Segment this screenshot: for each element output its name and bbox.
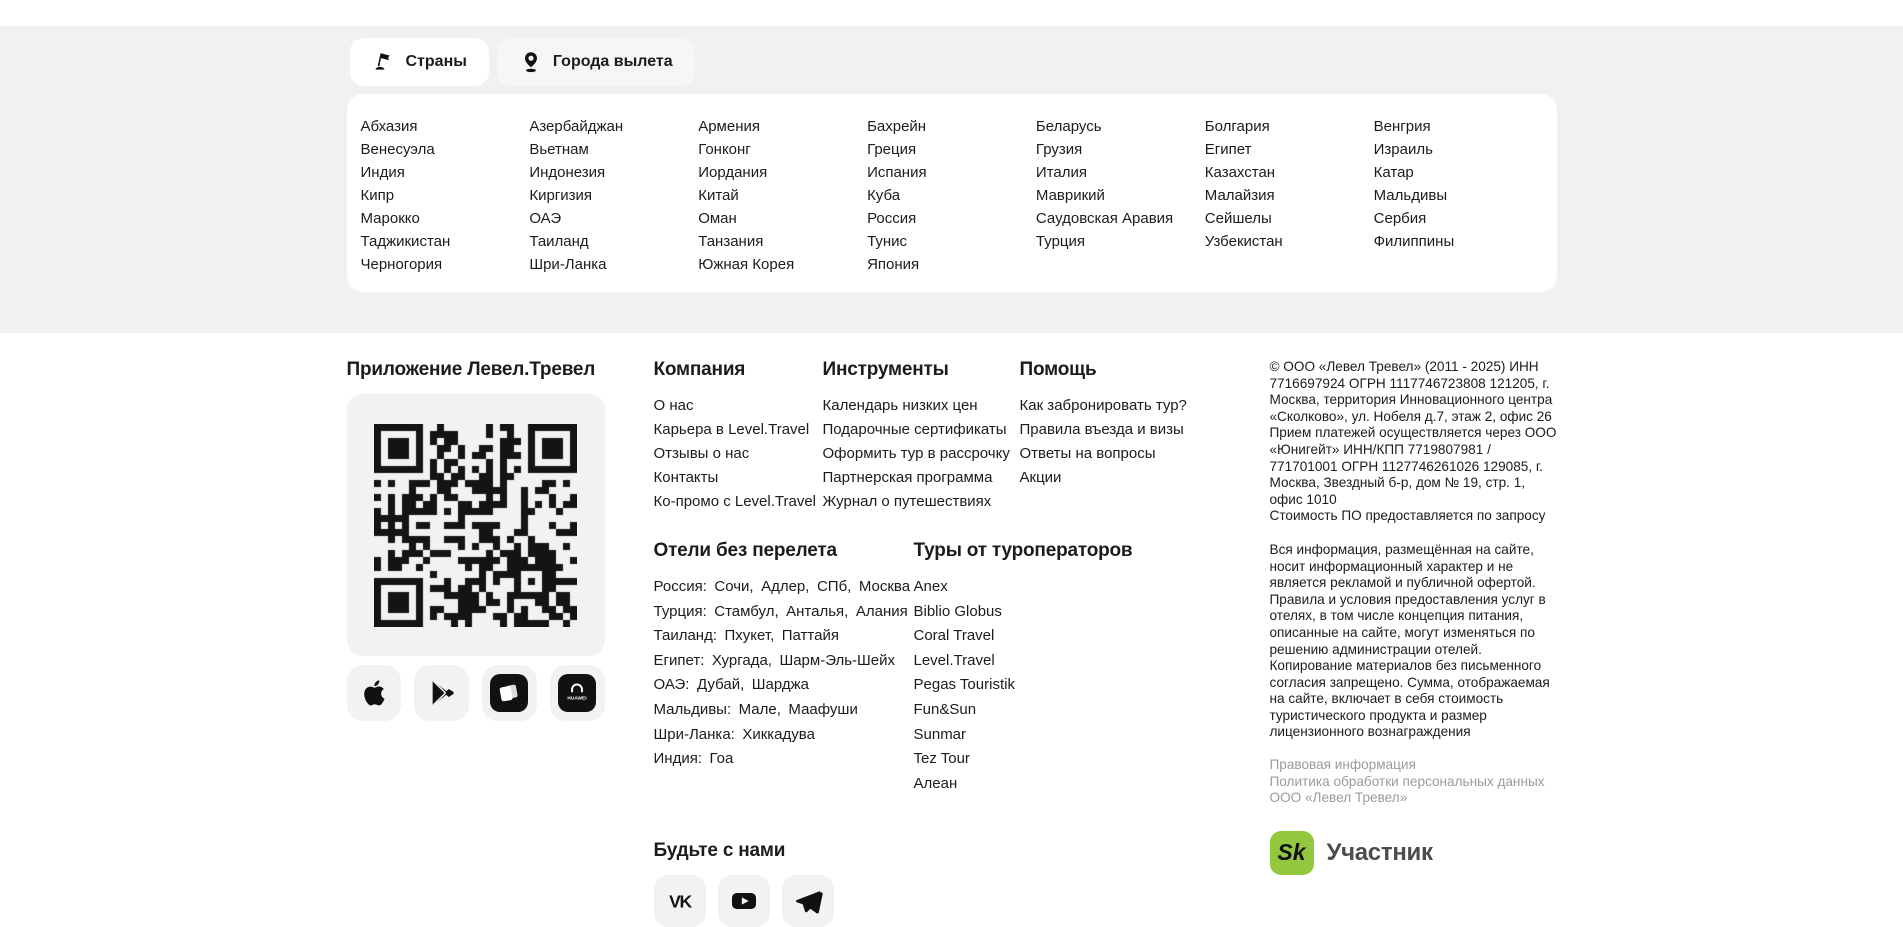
country-column xyxy=(361,115,530,276)
country-link[interactable]: Япония xyxy=(867,256,920,273)
legal-paragraph: Стоимость ПО предоставляется по запросу xyxy=(1269,508,1546,524)
operator-link[interactable]: Tez Tour xyxy=(913,750,970,768)
country-link[interactable]: Черногория xyxy=(360,256,443,273)
country-link[interactable]: Беларусь xyxy=(1035,118,1102,135)
hotels-group xyxy=(654,540,914,796)
country-link[interactable]: Казахстан xyxy=(1204,164,1276,181)
legal-paragraph: Вся информация, размещённая на сайте, носит информационный характер и не является рекламой и публичной офертой. Правила и условия предоставления услуг в отелях, в том числе концепция питания, описанные на сайте, могут изменяться по решению администрации отелей. Копирование материалов без письменного согласия запрещено. Сумма, отображаемая на сайте, включает в себя стоимость туристического продукта и размер лицензионного вознаграждения xyxy=(1269,541,1550,740)
country-link[interactable]: Италия xyxy=(1035,164,1088,181)
social-group xyxy=(654,840,1248,927)
country-link[interactable]: Куба xyxy=(867,187,901,204)
hotel-country-label: Египет: xyxy=(653,651,705,669)
tools-links xyxy=(823,394,1020,514)
hotels-title: Отели без перелета xyxy=(653,540,837,561)
footer-links-column xyxy=(654,359,1248,927)
company-title: Компания xyxy=(653,359,746,380)
legal-paragraph: © ООО «Левел Тревел» (2011 - 2025) ИНН 7716697924 ОГРН 1117746723808 121205, г. Москва, территория Инновационного центра «Сколково», ул. Нобеля д.7, этаж 2, офис 26 xyxy=(1269,359,1553,424)
country-link[interactable]: Филиппины xyxy=(1373,233,1455,250)
footer-link[interactable]: Акции xyxy=(1019,469,1062,486)
telegram-button[interactable] xyxy=(782,875,834,927)
country-link[interactable]: Испания xyxy=(867,164,927,181)
help-links xyxy=(1020,394,1248,490)
hotel-city-link[interactable]: Алания xyxy=(855,602,908,620)
country-link[interactable]: Индонезия xyxy=(529,164,606,181)
help-title: Помощь xyxy=(1019,359,1097,380)
operator-link[interactable]: Fun&Sun xyxy=(913,700,977,718)
footer-link[interactable]: Карьера в Level.Travel xyxy=(653,421,810,438)
hotel-country-label: Россия: xyxy=(653,578,707,595)
hotel-country-label: Турция: xyxy=(653,602,707,620)
footer-link[interactable]: Ответы на вопросы xyxy=(1019,445,1156,462)
google-play-icon xyxy=(425,676,459,710)
skolkovo-row xyxy=(1270,831,1557,875)
hotel-line xyxy=(654,723,914,748)
rustore-button[interactable] xyxy=(482,665,537,721)
tab-departure-cities-label: Города вылета xyxy=(552,53,673,70)
country-link[interactable]: Маврикий xyxy=(1035,187,1105,204)
country-column xyxy=(867,115,1036,276)
country-link[interactable]: Таджикистан xyxy=(360,233,451,250)
app-column xyxy=(347,359,605,721)
huawei-appgallery-button[interactable] xyxy=(550,665,605,721)
country-column xyxy=(698,115,867,276)
hotel-country-label: Шри-Ланка: xyxy=(653,725,735,743)
hotel-line xyxy=(654,698,914,723)
country-column xyxy=(1205,115,1374,276)
country-link[interactable]: Венесуэла xyxy=(360,141,435,158)
hotel-city-link[interactable]: Шарджа xyxy=(751,676,809,694)
hotel-country-label: Мальдивы: xyxy=(653,700,732,718)
hotel-line xyxy=(654,624,914,649)
hotel-city-link[interactable]: Маафуши xyxy=(788,700,858,718)
country-column xyxy=(1036,115,1205,276)
hotel-city-link[interactable]: Стамбул, xyxy=(714,602,779,620)
country-link[interactable]: Саудовская Аравия xyxy=(1035,210,1174,227)
country-link[interactable]: Турция xyxy=(1035,233,1086,250)
country-link[interactable]: Россия xyxy=(867,210,917,227)
hotel-line xyxy=(654,600,914,625)
country-link[interactable]: Шри-Ланка xyxy=(529,256,607,273)
hotel-city-link[interactable]: Адлер, xyxy=(761,578,810,595)
footer-link[interactable]: Правила въезда и визы xyxy=(1019,421,1184,438)
country-link[interactable]: Венгрия xyxy=(1373,118,1431,135)
hotel-city-link[interactable]: Сочи, xyxy=(714,578,754,595)
hotel-city-link[interactable]: Дубай, xyxy=(696,676,745,694)
operators-group xyxy=(914,540,1248,796)
footer-link[interactable]: Партнерская программа xyxy=(822,469,993,486)
youtube-button[interactable] xyxy=(718,875,770,927)
hotel-city-link[interactable]: Хургада, xyxy=(711,651,772,669)
country-link[interactable]: Китай xyxy=(698,187,739,204)
country-link[interactable]: Танзания xyxy=(698,233,764,250)
top-white-strip xyxy=(0,0,1903,26)
skolkovo-icon: Sk xyxy=(1270,831,1314,875)
footer-link[interactable]: Ко-промо с Level.Travel xyxy=(653,493,817,510)
operator-link[interactable]: Biblio Globus xyxy=(913,602,1002,620)
country-link[interactable]: Египет xyxy=(1204,141,1252,158)
hotel-country-label: Таиланд: xyxy=(653,627,718,645)
legal-info-link[interactable]: Правовая информация xyxy=(1269,757,1416,773)
hotel-country-label: ОАЭ: xyxy=(653,676,690,694)
youtube-icon xyxy=(728,885,760,917)
destinations-section xyxy=(0,26,1903,333)
hotel-city-link[interactable]: СПб, xyxy=(816,578,852,595)
footer-link[interactable]: Календарь низких цен xyxy=(822,397,978,414)
hotel-line xyxy=(654,575,914,600)
hotel-city-link[interactable]: Мале, xyxy=(738,700,781,718)
country-link[interactable]: Узбекистан xyxy=(1204,233,1283,250)
footer-link[interactable]: Журнал о путешествиях xyxy=(822,493,992,510)
footer-link[interactable]: Как забронировать тур? xyxy=(1019,397,1187,414)
country-link[interactable]: Иордания xyxy=(698,164,768,181)
legal-paragraph: Прием платежей осуществляется через ООО «Юнигейт» ИНН/КПП 7719807981 / 771701001 ОГРН 1127746261026 129085, г. Москва, Звездный б-р, дом № 19, стр. 1, офис 1010 xyxy=(1269,425,1557,507)
social-title: Будьте с нами xyxy=(653,840,786,862)
country-column xyxy=(529,115,698,276)
hotel-country-label: Индия: xyxy=(653,750,702,768)
country-link[interactable]: Абхазия xyxy=(360,118,418,135)
hotel-city-link[interactable]: Паттайя xyxy=(781,627,839,645)
countries-grid xyxy=(347,94,1557,292)
footer-link[interactable]: Оформить тур в рассрочку xyxy=(822,445,1010,462)
hotel-city-link[interactable]: Москва xyxy=(858,578,911,595)
tab-departure-cities[interactable] xyxy=(497,38,695,86)
telegram-icon xyxy=(793,886,823,916)
country-link[interactable]: Киргизия xyxy=(529,187,593,204)
country-link[interactable]: Болгария xyxy=(1204,118,1270,135)
operators-title: Туры от туроператоров xyxy=(913,540,1133,561)
svg-text:HUAWEI: HUAWEI xyxy=(567,696,587,702)
country-link[interactable]: Индия xyxy=(360,164,405,181)
hotel-line xyxy=(654,673,914,698)
pin-icon xyxy=(519,50,543,74)
country-link[interactable]: Мальдивы xyxy=(1373,187,1448,204)
operator-link[interactable]: Coral Travel xyxy=(913,627,995,645)
store-buttons xyxy=(347,665,605,721)
operator-link[interactable]: Level.Travel xyxy=(913,651,995,669)
footer-link[interactable]: Контакты xyxy=(653,469,719,486)
app-store-button[interactable] xyxy=(347,665,402,721)
country-column xyxy=(1374,115,1543,276)
hotel-city-link[interactable]: Анталья, xyxy=(786,602,849,620)
country-link[interactable]: Бахрейн xyxy=(867,118,927,135)
footer-link[interactable]: О нас xyxy=(653,397,694,414)
footer-link[interactable]: Отзывы о нас xyxy=(653,445,750,462)
country-link[interactable]: Кипр xyxy=(360,187,395,204)
legal-links xyxy=(1270,757,1557,807)
legal-text xyxy=(1270,359,1557,741)
country-link[interactable]: Грузия xyxy=(1035,141,1083,158)
country-link[interactable]: Вьетнам xyxy=(529,141,589,158)
hotel-line xyxy=(654,747,914,772)
company-group xyxy=(654,359,823,514)
google-play-button[interactable] xyxy=(414,665,469,721)
skolkovo-label: Участник xyxy=(1326,838,1433,866)
hotel-city-link[interactable]: Гоа xyxy=(709,750,734,768)
legal-column xyxy=(1270,359,1557,875)
country-link[interactable]: Тунис xyxy=(867,233,908,250)
operator-link[interactable]: Anex xyxy=(913,578,948,595)
vk-icon xyxy=(665,886,695,916)
country-link[interactable]: Сейшелы xyxy=(1204,210,1272,227)
country-link[interactable]: Сербия xyxy=(1373,210,1427,227)
hotel-city-link[interactable]: Шарм-Эль-Шейх xyxy=(779,651,896,669)
rustore-icon xyxy=(490,674,528,712)
destination-tabs xyxy=(350,38,1557,86)
hotel-city-link[interactable]: Пхукет, xyxy=(724,627,775,645)
company-links xyxy=(654,394,823,514)
huawei-appgallery-icon xyxy=(558,674,596,712)
flag-icon xyxy=(372,50,396,74)
help-group xyxy=(1020,359,1248,514)
operator-link[interactable]: Алеан xyxy=(913,774,958,792)
country-link[interactable]: Южная Корея xyxy=(698,256,795,273)
operators-list xyxy=(914,575,1248,796)
country-link[interactable]: Таиланд xyxy=(529,233,589,250)
tab-countries-label: Страны xyxy=(405,53,467,70)
country-link[interactable]: Гонконг xyxy=(698,141,751,158)
country-link[interactable]: Марокко xyxy=(360,210,420,227)
country-link[interactable]: Оман xyxy=(698,210,737,227)
hotels-list xyxy=(654,575,914,772)
country-link[interactable]: Катар xyxy=(1373,164,1414,181)
qr-code xyxy=(374,424,577,627)
country-link[interactable]: ОАЭ xyxy=(529,210,562,227)
country-link[interactable]: Малайзия xyxy=(1204,187,1275,204)
tab-countries[interactable] xyxy=(350,38,489,86)
vk-button[interactable] xyxy=(654,875,706,927)
apple-icon xyxy=(357,676,391,710)
country-link[interactable]: Израиль xyxy=(1373,141,1433,158)
footer-link[interactable]: Подарочные сертификаты xyxy=(822,421,1007,438)
site-footer xyxy=(0,333,1903,927)
app-title: Приложение Левел.Тревел xyxy=(346,359,596,380)
tools-title: Инструменты xyxy=(822,359,949,380)
svg-text:VK: VK xyxy=(668,891,691,912)
country-link[interactable]: Армения xyxy=(698,118,760,135)
qr-box xyxy=(347,394,605,656)
operator-link[interactable]: Sunmar xyxy=(913,725,967,743)
country-link[interactable]: Греция xyxy=(867,141,917,158)
operator-link[interactable]: Pegas Touristik xyxy=(913,676,1015,694)
privacy-policy-link[interactable]: Политика обработки персональных данных ООО «Левел Тревел» xyxy=(1269,773,1545,806)
tools-group xyxy=(823,359,1020,514)
hotel-line xyxy=(654,649,914,674)
hotel-city-link[interactable]: Хиккадува xyxy=(742,725,815,743)
country-link[interactable]: Азербайджан xyxy=(529,118,624,135)
